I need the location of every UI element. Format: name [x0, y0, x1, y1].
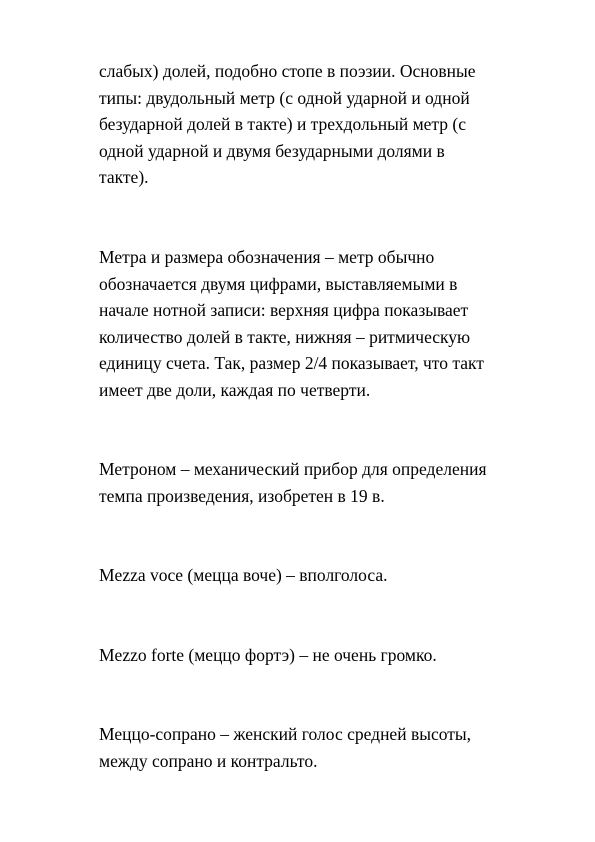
text-line: Метроном – механический прибор для определения: [99, 459, 487, 479]
text-line: темпа произведения, изобретен в 19 в.: [99, 485, 385, 506]
text-line: такте).: [99, 167, 149, 187]
paragraph-meter-notation: [99, 244, 549, 403]
text-line: имеет две доли, каждая по четверти.: [99, 379, 371, 400]
text-line: слабых) долей, подобно стопе в поэзии. Основные: [99, 61, 476, 81]
paragraph-metronome: [99, 456, 549, 509]
text-line: безударной долей в такте) и трехдольный метр (с: [99, 114, 467, 134]
text-line: Mezza voce (мецца воче) – вполголоса.: [99, 565, 388, 585]
paragraph-meter-types: [99, 58, 549, 191]
paragraph-mezza-voce: [99, 562, 549, 589]
text-line: обозначается двумя цифрами, выставляемыми в: [99, 273, 458, 294]
paragraph-mezzo-forte: [99, 642, 549, 669]
text-line: Метра и размера обозначения – метр обычно: [99, 247, 435, 267]
text-line: типы: двудольный метр (с одной ударной и одной: [99, 87, 470, 108]
text-line: количество долей в такте, нижняя – ритмическую: [99, 326, 471, 347]
text-line: начале нотной записи: верхняя цифра показывает: [99, 300, 469, 320]
text-line: между сопрано и контральто.: [99, 750, 318, 771]
text-line: одной ударной и двумя безударными долями в: [99, 140, 445, 161]
text-line: Меццо-сопрано – женский голос средней высоты,: [99, 724, 472, 744]
text-line: единицу счета. Так, размер 2/4 показывает, что такт: [99, 353, 484, 373]
paragraph-mezzo-soprano: [99, 721, 549, 774]
text-line: Mezzo forte (меццо фортэ) – не очень громко.: [99, 645, 437, 665]
